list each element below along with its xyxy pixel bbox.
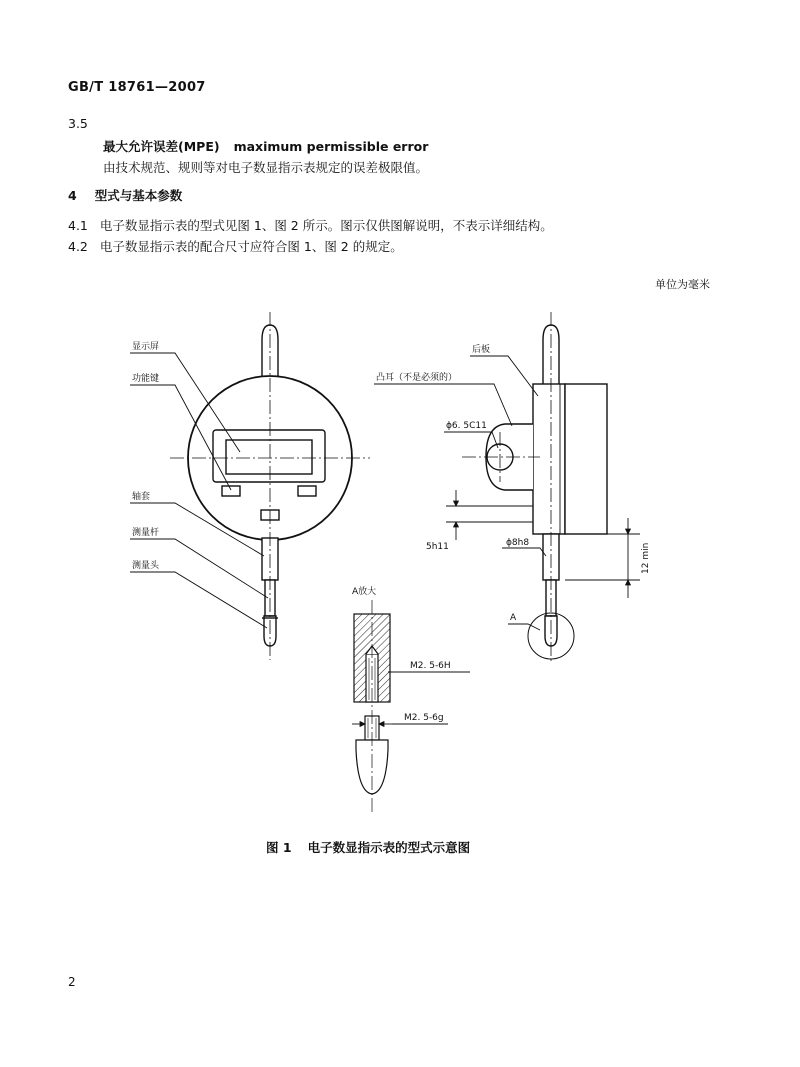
label-display: 显示屏 <box>132 342 160 352</box>
label-back-plate: 后板 <box>472 345 491 355</box>
label-thread-internal: M2. 5-6H <box>410 661 451 671</box>
label-12min: 12 min <box>641 542 651 574</box>
section-number: 4 <box>68 188 77 203</box>
caption-text: 电子数显指示表的型式示意图 <box>307 840 471 855</box>
paragraph-number: 4.2 <box>68 239 88 254</box>
label-function-key: 功能键 <box>132 374 160 384</box>
label-detail-ref: A <box>510 613 517 623</box>
label-detail-title: A放大 <box>352 587 377 597</box>
label-hole-dim: ϕ6. 5C11 <box>446 421 487 431</box>
label-5h11: 5h11 <box>426 542 449 552</box>
clause-number: 3.5 <box>68 116 88 131</box>
label-lug: 凸耳（不是必须的） <box>376 373 458 383</box>
unit-note: 单位为毫米 <box>655 278 710 291</box>
section-title: 型式与基本参数 <box>94 188 183 203</box>
paragraph-number: 4.1 <box>68 218 88 233</box>
label-contact: 测量头 <box>132 561 160 571</box>
paragraph-text: 电子数显指示表的型式见图 1、图 2 所示。图示仅供图解说明，不表示详细结构。 <box>99 218 553 233</box>
caption-number: 图 1 <box>266 840 292 855</box>
standard-number: GB/T 18761—2007 <box>68 80 206 95</box>
term-en: maximum permissible error <box>233 139 429 154</box>
page-number: 2 <box>68 975 76 989</box>
term-zh: 最大允许误差(MPE) <box>103 139 220 154</box>
dial-case-side <box>565 384 607 534</box>
label-sleeve: 轴套 <box>132 492 151 502</box>
paragraph-text: 电子数显指示表的配合尺寸应符合图 1、图 2 的规定。 <box>99 239 403 254</box>
label-8h8: ϕ8h8 <box>506 538 530 548</box>
side-view <box>486 325 607 659</box>
term-definition: 由技术规范、规则等对电子数显指示表规定的误差极限值。 <box>103 160 429 175</box>
label-thread-external: M2. 5-6g <box>404 713 444 723</box>
label-spindle: 测量杆 <box>132 528 160 538</box>
